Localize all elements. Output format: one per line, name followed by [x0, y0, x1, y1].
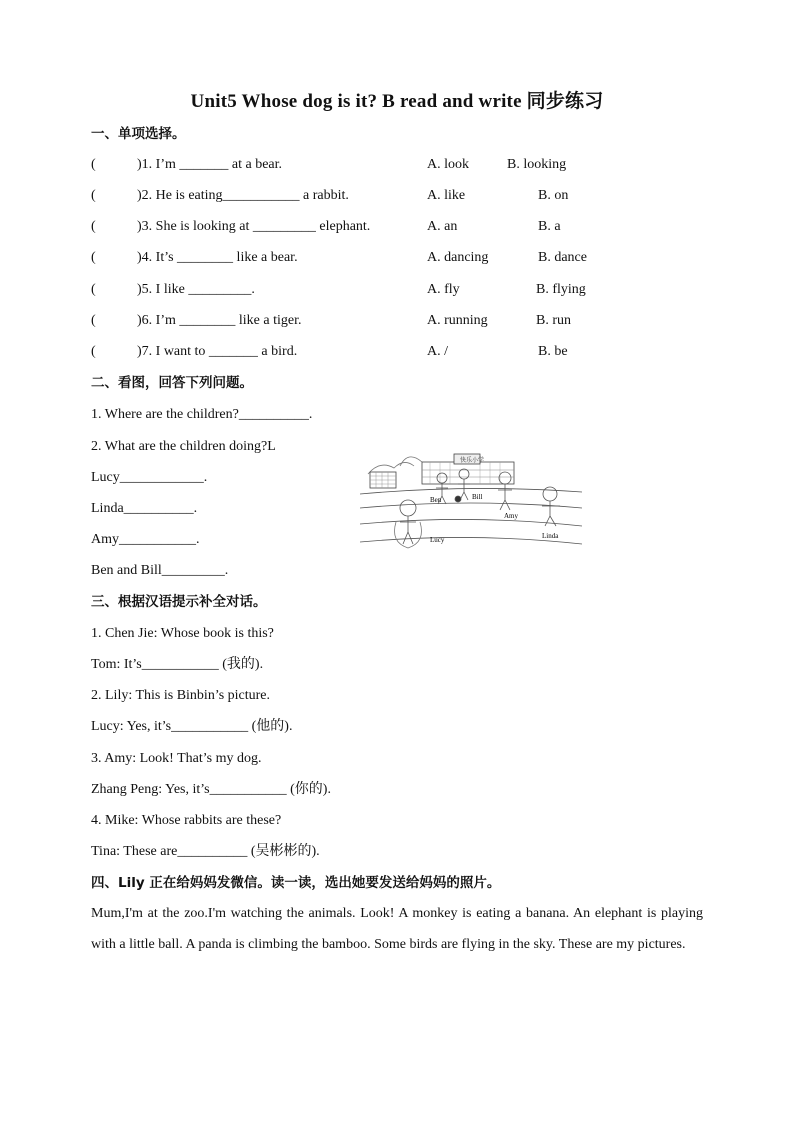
dialogue-line: 1. Chen Jie: Whose book is this?: [91, 626, 274, 641]
dialogue-line: 3. Amy: Look! That’s my dog.: [91, 751, 262, 766]
school-sign: 快乐小学: [460, 457, 485, 464]
option-a: A. look: [427, 157, 469, 172]
page-title: Unit5 Whose dog is it? B read and write 同步练习: [190, 91, 604, 112]
section1-heading: 一、单项选择。: [91, 126, 186, 142]
question-text: )1. I’m _______ at a bear.: [137, 157, 283, 172]
question-text: )4. It’s ________ like a bear.: [137, 250, 298, 265]
answer-line: Lucy____________.: [91, 470, 208, 485]
dialogue-line: 2. Lily: This is Binbin’s picture.: [91, 688, 271, 703]
answer-paren: (: [91, 188, 96, 203]
question-text: )3. She is looking at _________ elephant.: [137, 219, 371, 234]
option-b: B. run: [536, 313, 571, 328]
dialogue-line: Lucy: Yes, it’s___________ (他的).: [91, 719, 293, 734]
answer-paren: (: [91, 250, 96, 265]
question-line: 1. Where are the children?__________.: [91, 407, 313, 422]
option-a: A. an: [427, 219, 458, 234]
label-ben: Ben: [430, 496, 442, 504]
label-lucy: Lucy: [430, 536, 445, 544]
reading-paragraph: Mum,I'm at the zoo.I'm watching the animals. Look! A monkey is eating a banana. An elephant is playing with a little ball. A panda is climbing the bamboo. Some birds are flying in the sky. These are my pictures.: [91, 906, 703, 952]
section3-heading: 三、根据汉语提示补全对话。: [91, 594, 267, 610]
answer-line: Ben and Bill_________.: [91, 563, 229, 578]
option-b: B. a: [538, 219, 561, 234]
dialogue-line: Tina: These are__________ (吴彬彬的).: [91, 844, 320, 859]
option-a: A. fly: [427, 282, 460, 297]
answer-paren: (: [91, 282, 96, 297]
dialogue-line: 4. Mike: Whose rabbits are these?: [91, 813, 282, 828]
option-b: B. looking: [507, 157, 567, 172]
option-b: B. on: [538, 188, 569, 203]
question-text: )7. I want to _______ a bird.: [137, 344, 298, 359]
label-bill: Bill: [472, 493, 483, 501]
question-text: )5. I like _________.: [137, 282, 255, 297]
answer-paren: (: [91, 313, 96, 328]
answer-line: Linda__________.: [91, 501, 198, 516]
answer-paren: (: [91, 344, 96, 359]
section4-heading: 四、Lily 正在给妈妈发微信。读一读，选出她要发送给妈妈的照片。: [91, 875, 501, 891]
option-b: B. flying: [536, 282, 586, 297]
dialogue-line: Zhang Peng: Yes, it’s___________ (你的).: [91, 782, 331, 797]
answer-line: Amy___________.: [91, 532, 200, 547]
option-a: A. running: [427, 313, 488, 328]
section2-heading: 二、看图，回答下列问题。: [91, 375, 253, 391]
question-line: 2. What are the children doing?L: [91, 439, 276, 454]
answer-paren: (: [91, 157, 96, 172]
option-b: B. dance: [538, 250, 587, 265]
option-b: B. be: [538, 344, 568, 359]
question-text: )2. He is eating___________ a rabbit.: [137, 188, 349, 203]
answer-paren: (: [91, 219, 96, 234]
dialogue-line: Tom: It’s___________ (我的).: [91, 657, 264, 672]
option-a: A. dancing: [427, 250, 489, 265]
option-a: A. /: [427, 344, 448, 359]
label-linda: Linda: [542, 532, 559, 540]
playground-illustration: [360, 452, 582, 552]
label-amy: Amy: [504, 512, 518, 520]
option-a: A. like: [427, 188, 466, 203]
question-text: )6. I’m ________ like a tiger.: [137, 313, 302, 328]
